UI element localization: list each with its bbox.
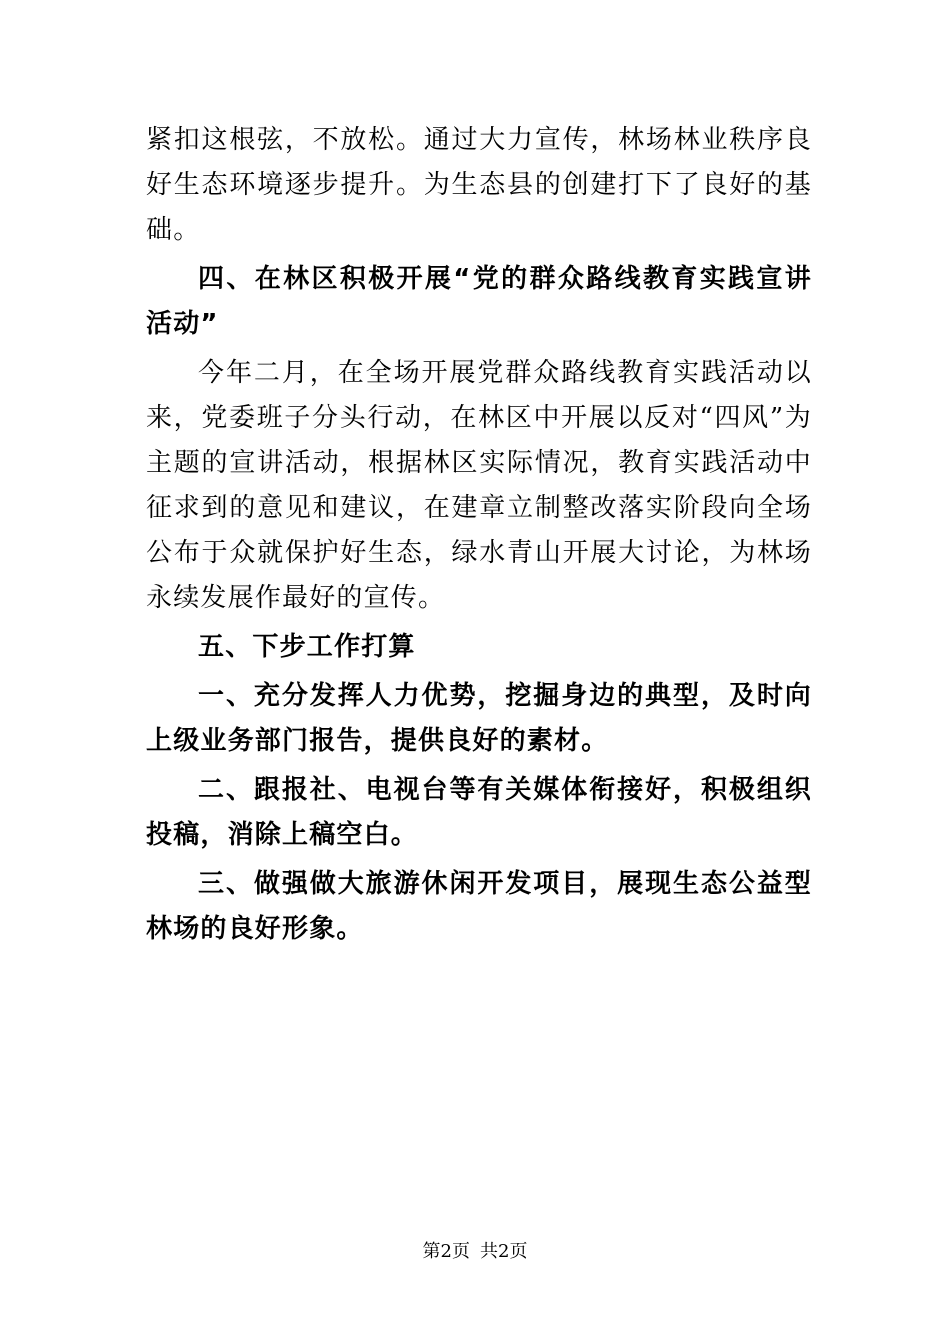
page-footer xyxy=(0,1240,950,1264)
document-body xyxy=(146,118,812,952)
plan-item-three: 三、做强做大旅游休闲开发项目，展现生态公益型林场的良好形象。 xyxy=(146,869,812,944)
heading-section-five: 五、下步工作打算 xyxy=(198,632,416,662)
plan-item-one: 一、充分发挥人力优势，挖掘身边的典型，及时向上级业务部门报告，提供良好的素材。 xyxy=(146,681,812,756)
heading-section-four: 四、在林区积极开展“党的群众路线教育实践宣讲活动” xyxy=(146,264,812,339)
paragraph-education-activity: 今年二月，在全场开展党群众路线教育实践活动以来，党委班子分头行动，在林区中开展以反对“四风”为主题的宣讲活动，根据林区实际情况，教育实践活动中征求到的意见和建议，在建章立制整改落实阶段向全场公布于众就保护好生态，绿水青山开展大讨论，为林场永续发展作最好的宣传。 xyxy=(146,358,812,613)
page-number-total: 共2页 xyxy=(480,1241,528,1262)
page-number-current: 第2页 xyxy=(422,1241,470,1262)
plan-item-two: 二、跟报社、电视台等有关媒体衔接好，积极组织投稿，消除上稿空白。 xyxy=(146,775,812,850)
paragraph-propaganda-summary: 紧扣这根弦，不放松。通过大力宣传，林场林业秩序良好生态环境逐步提升。为生态县的创建打下了良好的基础。 xyxy=(146,125,812,245)
